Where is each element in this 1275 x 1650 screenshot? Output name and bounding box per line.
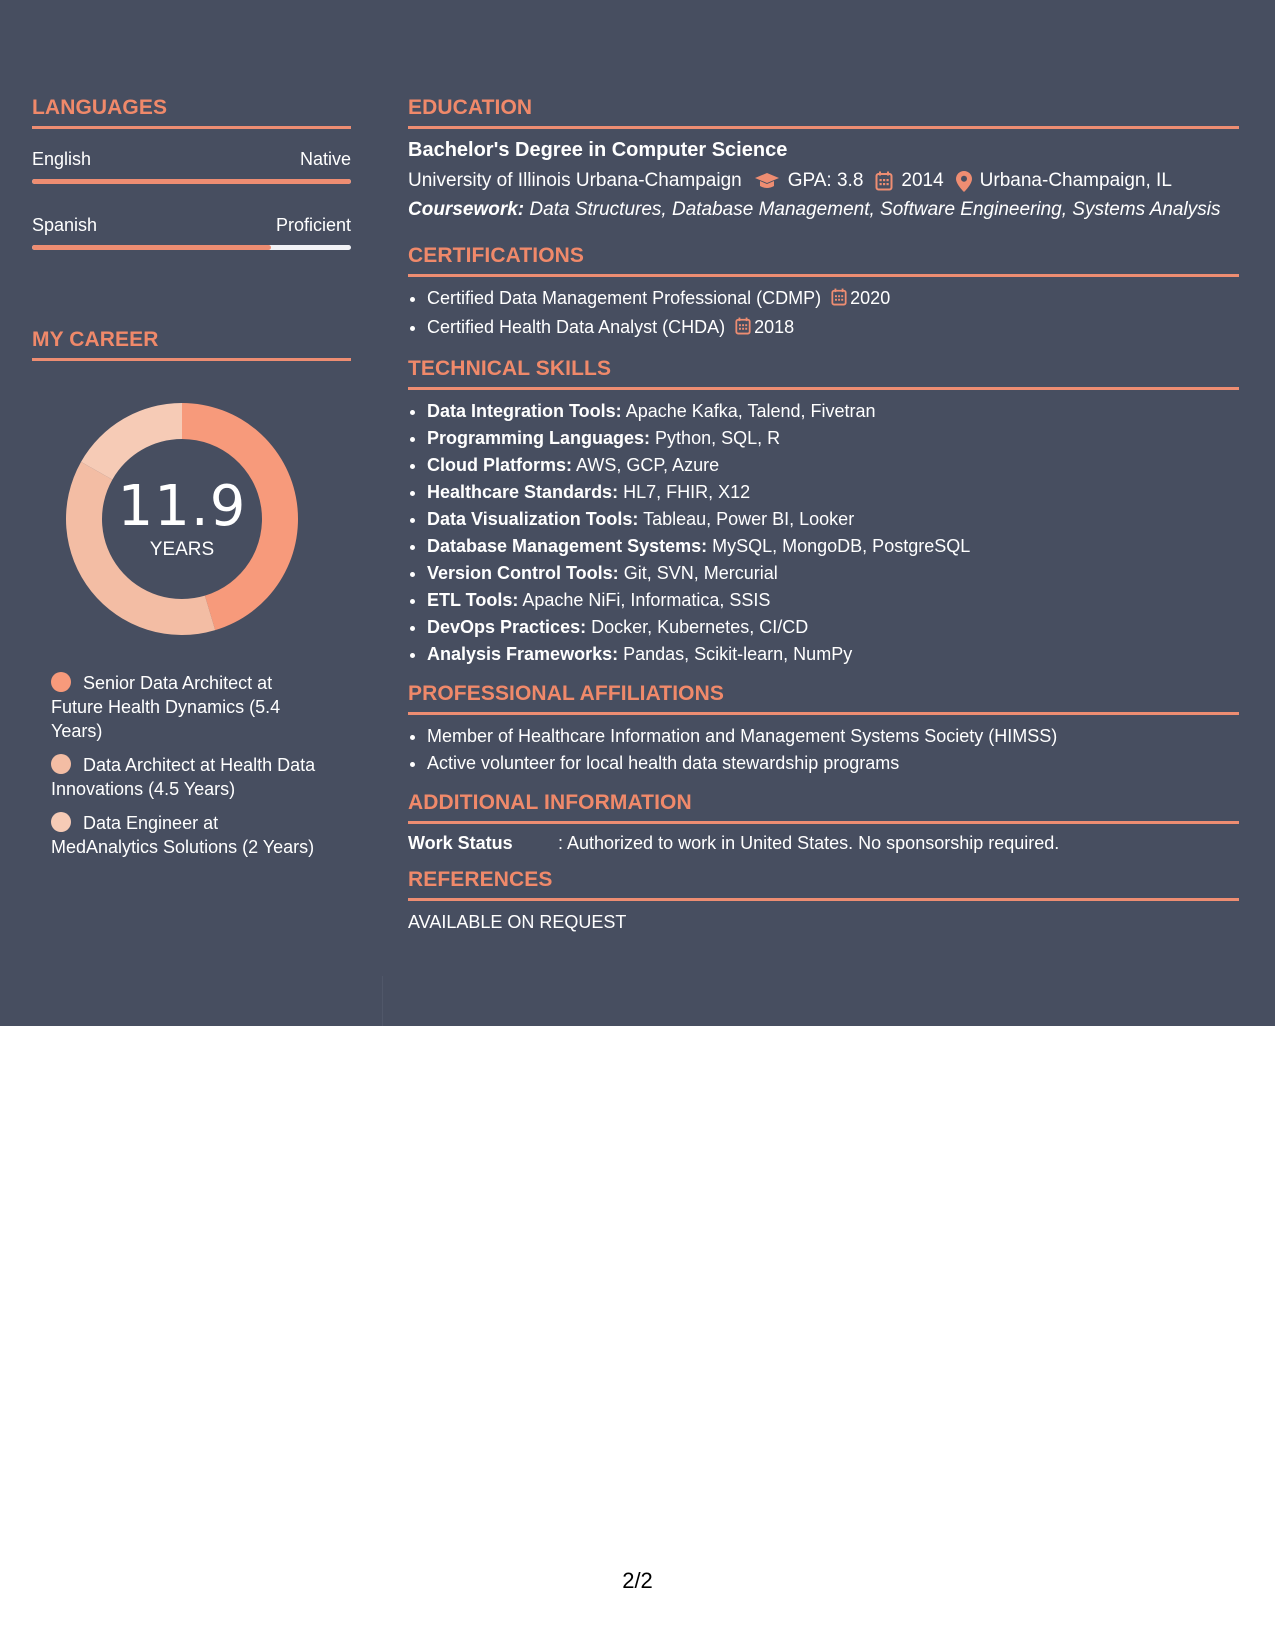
- skill-item: [427, 452, 1239, 479]
- skill-label: Version Control Tools:: [427, 563, 619, 583]
- certification-name: Certified Data Management Professional (CDMP): [427, 288, 822, 308]
- calendar-icon: [875, 171, 893, 191]
- language-level: Native: [299, 149, 351, 169]
- work-status-row: [408, 833, 1239, 854]
- career-legend: [32, 671, 321, 859]
- skill-value: HL7, FHIR, X12: [623, 482, 751, 502]
- language-row: [32, 149, 351, 170]
- skill-item: [427, 479, 1239, 506]
- skill-value: Docker, Kubernetes, CI/CD: [591, 617, 809, 637]
- legend-label: Senior Data Architect at Future Health Dynamics (5.4 Years): [51, 673, 281, 741]
- technical-skills-list: [408, 398, 1239, 668]
- column-divider: [382, 976, 383, 1026]
- certification-item: [427, 314, 1239, 343]
- calendar-icon: [735, 316, 751, 343]
- school-location: Urbana-Champaign, IL: [979, 170, 1172, 191]
- certification-year: 2020: [850, 288, 891, 308]
- language-bar: [32, 179, 351, 184]
- skill-value: AWS, GCP, Azure: [576, 455, 720, 475]
- page-number: 2/2: [622, 1568, 653, 1593]
- legend-label: Data Architect at Health Data Innovations (4.5 Years): [51, 755, 316, 799]
- main-column: [408, 96, 1239, 933]
- graduation-cap-icon: [754, 172, 780, 190]
- additional-info-heading: ADDITIONAL INFORMATION: [408, 791, 1239, 824]
- coursework-label: Coursework:: [408, 199, 525, 220]
- language-name: English: [32, 149, 92, 169]
- legend-item: [51, 753, 321, 801]
- legend-item: [51, 671, 321, 743]
- languages-heading: LANGUAGES: [32, 96, 351, 129]
- affiliation-item: • Active volunteer for local health data stewardship programs: [427, 750, 1239, 777]
- skill-label: Programming Languages:: [427, 428, 651, 448]
- gpa: GPA: 3.8: [787, 170, 864, 191]
- legend-dot-icon: [51, 812, 71, 832]
- certification-name: Certified Health Data Analyst (CHDA): [427, 317, 726, 337]
- education-details: [408, 168, 1239, 194]
- career-years-unit: YEARS: [149, 539, 215, 560]
- legend-dot-icon: [51, 754, 71, 774]
- skill-item: [427, 614, 1239, 641]
- calendar-icon: [831, 287, 847, 314]
- language-bar: [32, 245, 351, 250]
- certification-year: 2018: [754, 317, 795, 337]
- graduation-year: 2014: [901, 170, 944, 191]
- career-heading: MY CAREER: [32, 328, 351, 361]
- skill-value: Apache Kafka, Talend, Fivetran: [625, 401, 876, 421]
- career-donut-chart: [66, 403, 298, 635]
- language-level: Proficient: [275, 215, 351, 235]
- references-heading: REFERENCES: [408, 868, 1239, 901]
- work-status-label: Work Status: [408, 833, 513, 853]
- language-name: Spanish: [32, 215, 98, 235]
- skill-label: Healthcare Standards:: [427, 482, 619, 502]
- skill-item: [427, 506, 1239, 533]
- language-bar-fill: [32, 245, 271, 250]
- technical-skills-heading: TECHNICAL SKILLS: [408, 357, 1239, 390]
- skill-item: [427, 587, 1239, 614]
- work-status-value: : Authorized to work in United States. No sponsorship required.: [558, 833, 1060, 853]
- skill-value: Apache NiFi, Informatica, SSIS: [522, 590, 771, 610]
- skill-label: Data Integration Tools:: [427, 401, 622, 421]
- legend-label: Data Engineer at MedAnalytics Solutions (2 Years): [51, 813, 315, 857]
- certification-item: [427, 285, 1239, 314]
- skill-value: Tableau, Power BI, Looker: [643, 509, 855, 529]
- skill-value: MySQL, MongoDB, PostgreSQL: [712, 536, 971, 556]
- career-total-years: 11.9: [117, 474, 247, 539]
- references-text: AVAILABLE ON REQUEST: [408, 912, 627, 932]
- coursework: [408, 198, 1239, 222]
- skill-label: Analysis Frameworks:: [427, 644, 619, 664]
- affiliations-list: [408, 723, 1239, 777]
- skill-label: Database Management Systems:: [427, 536, 708, 556]
- language-spanish: [32, 215, 351, 250]
- language-row: [32, 215, 351, 236]
- skill-label: Cloud Platforms:: [427, 455, 573, 475]
- certifications-list: [408, 285, 1239, 343]
- skill-label: ETL Tools:: [427, 590, 519, 610]
- certifications-heading: CERTIFICATIONS: [408, 244, 1239, 277]
- skill-label: Data Visualization Tools:: [427, 509, 639, 529]
- skill-value: Git, SVN, Mercurial: [623, 563, 778, 583]
- legend-item: [51, 811, 321, 859]
- school-name: University of Illinois Urbana-Champaign: [408, 170, 742, 191]
- skill-item: [427, 425, 1239, 452]
- language-bar-fill: [32, 179, 351, 184]
- language-english: [32, 149, 351, 184]
- legend-dot-icon: [51, 672, 71, 692]
- skill-item: [427, 560, 1239, 587]
- affiliation-item: • Member of Healthcare Information and Management Systems Society (HIMSS): [427, 723, 1239, 750]
- location-pin-icon: [956, 171, 972, 192]
- skill-value: Python, SQL, R: [655, 428, 781, 448]
- skill-label: DevOps Practices:: [427, 617, 587, 637]
- skill-item: [427, 398, 1239, 425]
- skill-item: [427, 641, 1239, 668]
- coursework-list: Data Structures, Database Management, Software Engineering, Systems Analysis: [529, 199, 1221, 220]
- affiliations-heading: PROFESSIONAL AFFILIATIONS: [408, 682, 1239, 715]
- sidebar: [32, 96, 351, 869]
- education-heading: EDUCATION: [408, 96, 1239, 129]
- skill-value: Pandas, Scikit-learn, NumPy: [623, 644, 853, 664]
- skill-item: [427, 533, 1239, 560]
- degree-title: Bachelor's Degree in Computer Science: [408, 139, 788, 161]
- career-donut-center: [66, 403, 298, 635]
